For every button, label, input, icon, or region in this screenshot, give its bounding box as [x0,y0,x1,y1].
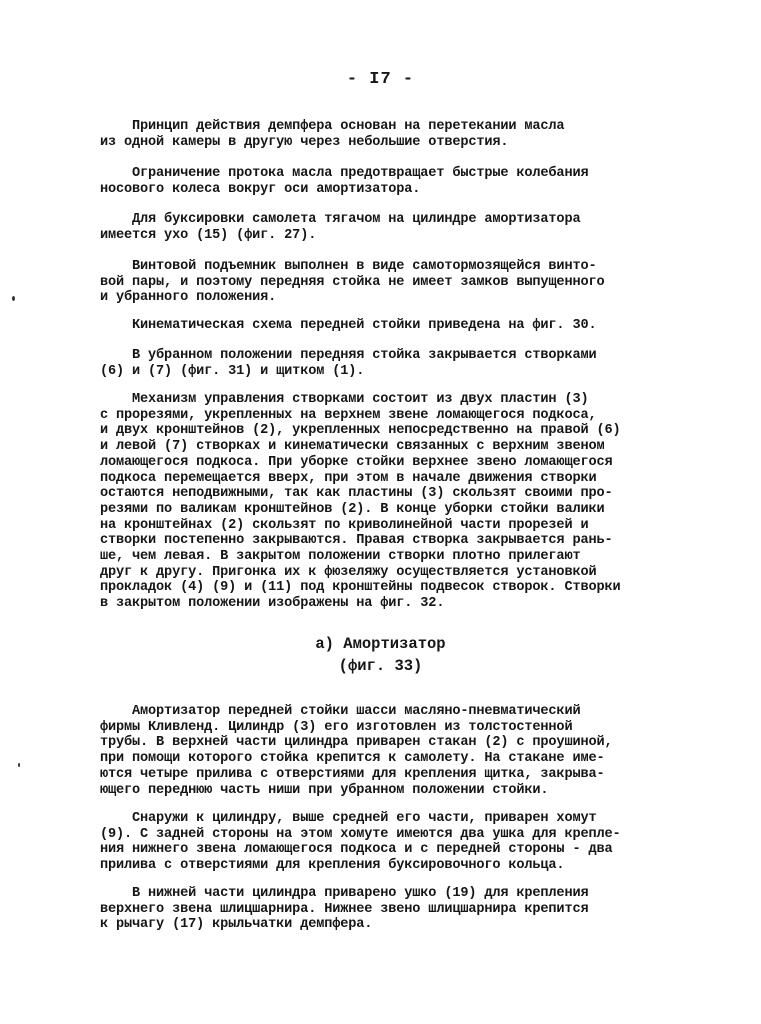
section-figure-ref: (фиг. 33) [338,657,423,675]
scan-speck [18,763,20,767]
paragraph-kinematic-scheme: Кинематическая схема передней стойки приведена на фиг. 30. [100,318,597,333]
paragraph-retracted-position: В убранном положении передняя стойка закрывается створками (6) и (7) (фиг. 31) и щитком (1). [100,348,597,379]
paragraph-screw-lift: Винтовой подъемник выполнен в виде самотормозящейся винто- вой пары, и поэтому передняя стойка не имеет замков выпущенного и убранного положения. [100,259,605,306]
section-title: а) Амортизатор [315,635,446,653]
page-number: - I7 - [346,70,415,89]
paragraph-outer-collar: Снаружи к цилиндру, выше средней его части, приварен хомут (9). С задней стороны на этом хомуте имеются два ушка для крепле- ния нижнего звена ломающегося подкоса и с передней стороны - два прилива с отверстиями для крепления буксировочного кольца. [100,811,621,874]
paragraph-lower-cylinder: В нижней части цилиндра приварено ушко (19) для крепления верхнего звена шлицшарнира. Нижнее звено шлицшарнира крепится к рычагу (17) крыльчатки демпфера. [100,886,589,933]
paragraph-towing-lug: Для буксировки самолета тягачом на цилиндре амортизатора имеется ухо (15) (фиг. 27). [100,212,581,243]
paragraph-damper-principle: Принцип действия демпфера основан на перетекании масла из одной камеры в другую через небольшие отверстия. [100,119,565,150]
scan-speck [12,296,15,301]
paragraph-oil-flow-limit: Ограничение протока масла предотвращает быстрые колебания носового колеса вокруг оси амортизатора. [100,166,589,197]
paragraph-shock-absorber: Амортизатор передней стойки шасси масляно-пневматический фирмы Кливленд. Цилиндр (3) его изготовлен из толстостенной трубы. В верхней части цилиндра приварен стакан (2) с проушиной, при помощи которого стойка крепится к самолету. На стакане име- ются четыре прилива с отверстиями для крепления щитка, закрыва- ющего переднюю часть ниши при убранном положении стойки. [100,704,613,798]
paragraph-door-mechanism: Механизм управления створками состоит из двух пластин (3) с прорезями, укрепленных на верхнем звене ломающегося подкоса, и двух кронштейнов (2), укрепленных непосредственно на правой (6) и левой (7) створках и кинематически связанных с верхним звеном ломающегося подкоса. При уборке стойки верхнее звено ломающегося подкоса перемещается вверх, при этом в начале движения створки остаются неподвижными, так как пластины (3) скользят своими про- резями по валикам кронштейнов (2). В конце уборки стойки валики на кронштейнах (2) скользят по криволинейной части прорезей и створки постепенно закрываются. Правая створка закрывается рань- ше, чем левая. В закрытом положении створки плотно прилегают друг к другу. Пригонка их к фюзеляжу осуществляется установкой прокладок (4) (9) и (11) под кронштейны подвесок створок. Створки в закрытом положении изображены на фиг. 32. [100,392,621,612]
